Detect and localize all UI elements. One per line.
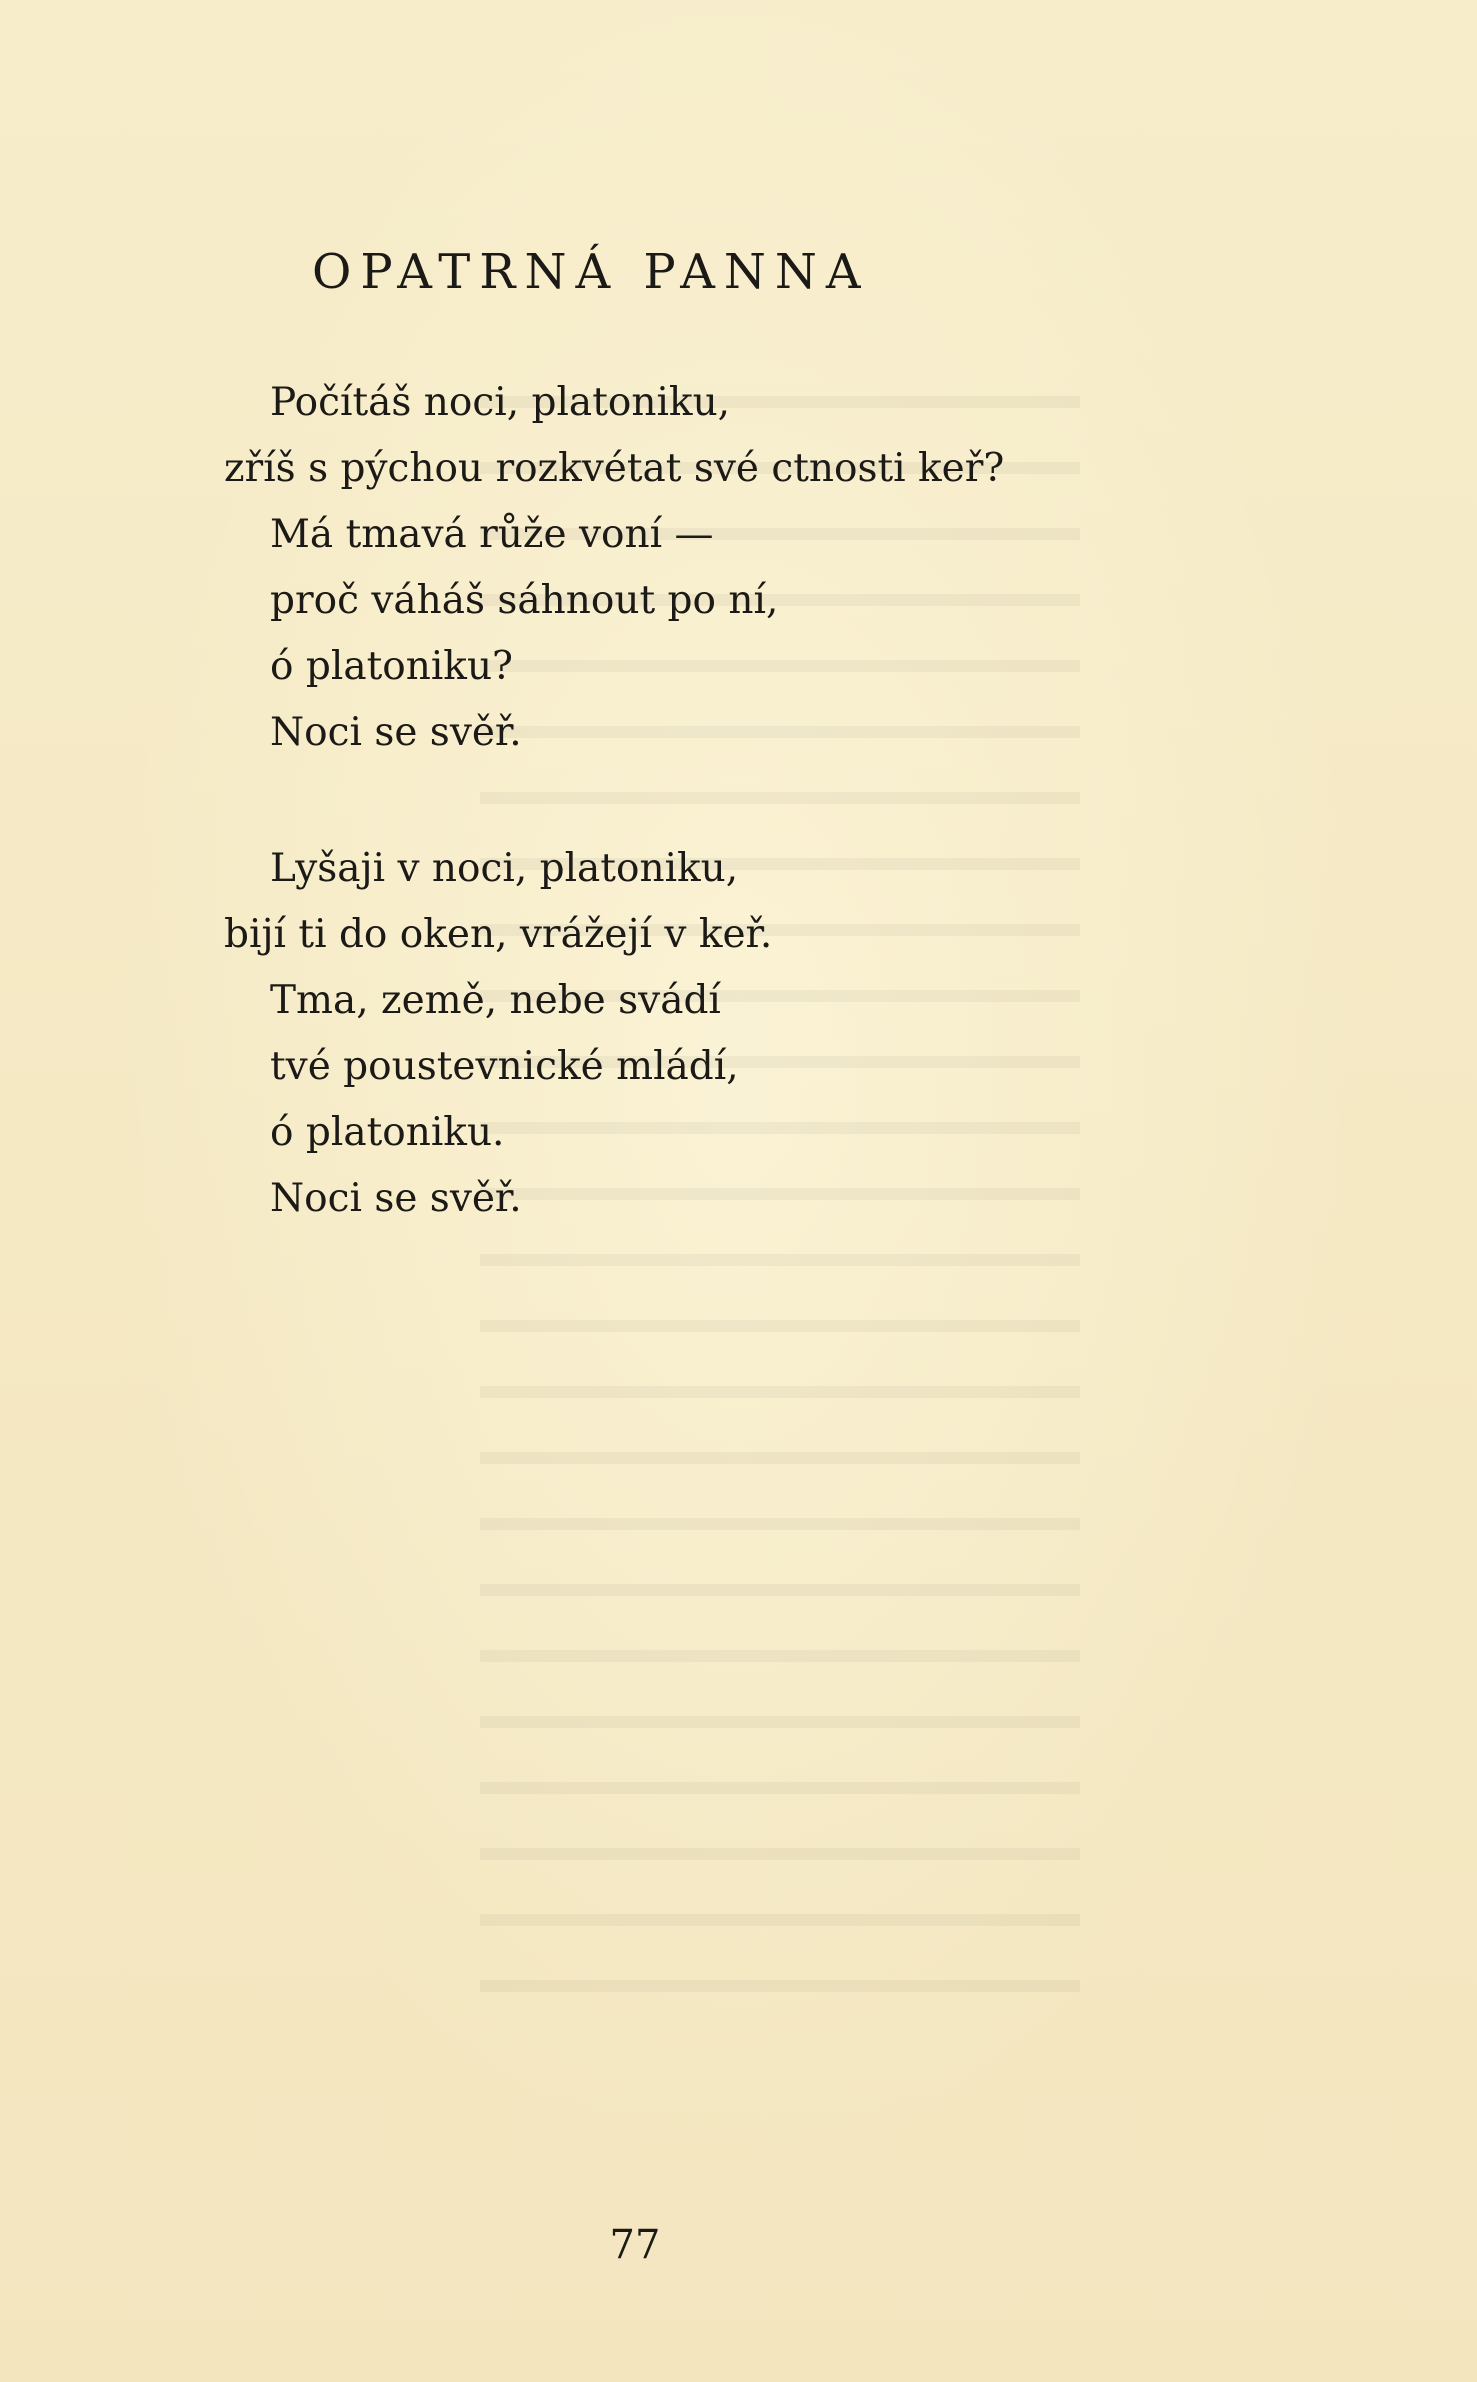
poem-line: ó platoniku. xyxy=(270,1110,505,1155)
page-number: 77 xyxy=(609,2222,661,2268)
poem-line: Noci se svěř. xyxy=(270,1176,522,1221)
poem-line: bijí ti do oken, vrážejí v keř. xyxy=(224,912,773,957)
poem-line: Lyšaji v noci, platoniku, xyxy=(270,846,739,891)
poem-title: OPATRNÁ PANNA xyxy=(312,244,870,300)
poem-line: Noci se svěř. xyxy=(270,710,522,755)
poem-line: Počítáš noci, platoniku, xyxy=(270,380,731,425)
poem-line: Má tmavá růže voní — xyxy=(270,512,714,557)
poem-line: proč váháš sáhnout po ní, xyxy=(270,578,779,623)
poem-line: zříš s pýchou rozkvétat své ctnosti keř? xyxy=(224,446,1005,491)
poem-line: ó platoniku? xyxy=(270,644,513,689)
poem-line: tvé poustevnické mládí, xyxy=(270,1044,739,1089)
poem-line: Tma, země, nebe svádí xyxy=(270,978,721,1023)
